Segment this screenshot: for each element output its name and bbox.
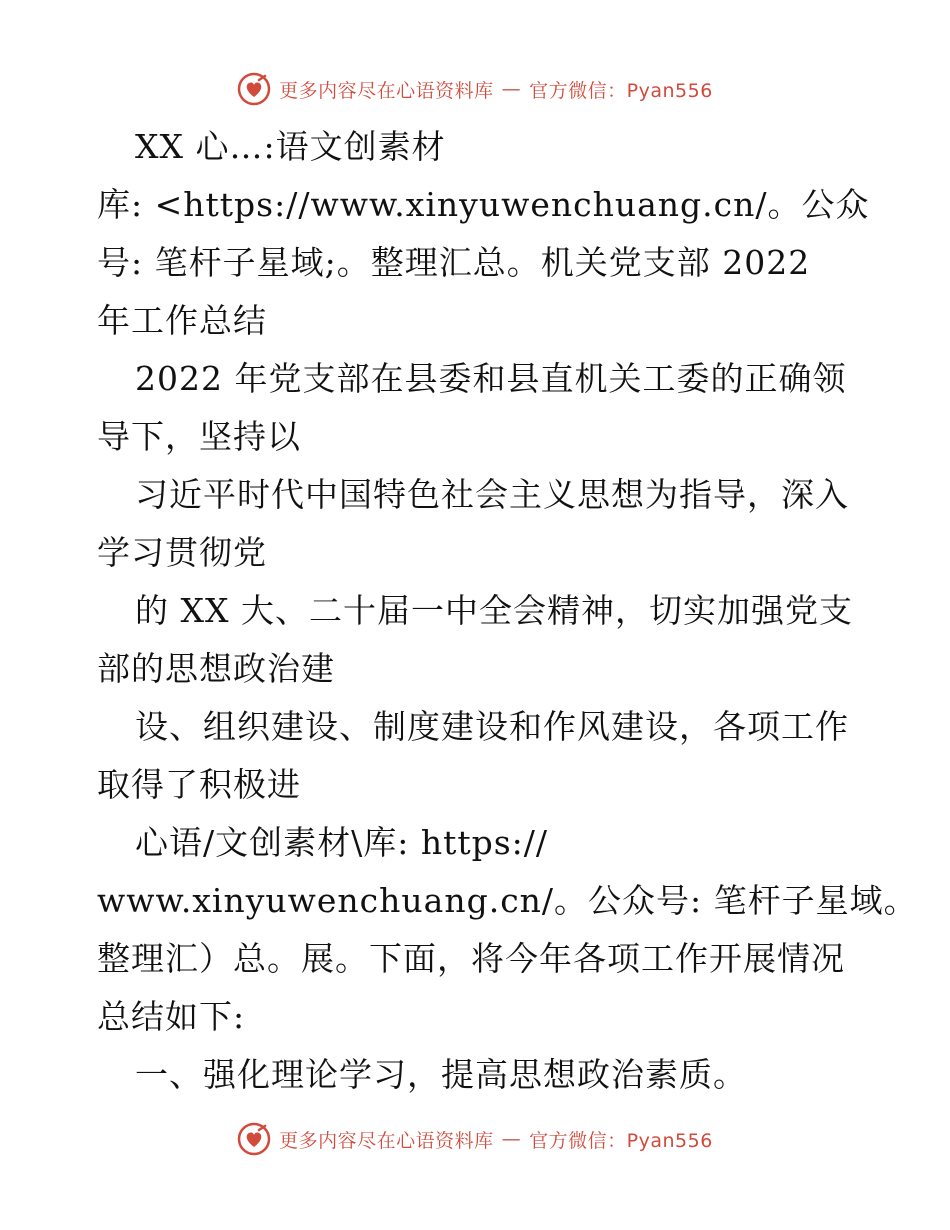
text-line: 年工作总结 — [97, 301, 267, 340]
text-line: 设、组织建设、制度建设和作风建设，各项工作 — [135, 707, 849, 746]
text-line: 号: 笔杆子星域;。整理汇总。机关党支部 2022 — [97, 243, 811, 282]
text-line: 整理汇）总。展。下面，将今年各项工作开展情况 — [97, 939, 845, 978]
text-line: XX 心…:语文创素材 — [135, 127, 446, 166]
text-line: 取得了积极进 — [97, 765, 301, 804]
watermark-wechat: 官方微信：Pyan556 — [529, 1129, 713, 1152]
document-body — [97, 118, 918, 1104]
text-line: 2022 年党支部在县委和县直机关工委的正确领 — [135, 359, 847, 398]
watermark-separator: — — [501, 78, 522, 100]
text-line: 导下，坚持以 — [97, 417, 301, 456]
watermark-wechat: 官方微信：Pyan556 — [529, 79, 713, 102]
watermark-text: 更多内容尽在心语资料库 — [279, 79, 494, 102]
text-line: 习近平时代中国特色社会主义思想为指导，深入 — [135, 475, 849, 514]
watermark-separator: — — [501, 1128, 522, 1150]
heart-pen-logo-icon — [237, 72, 271, 106]
text-line: 心语/文创素材\库: https:// — [135, 823, 549, 862]
text-line: 的 XX 大、二十届一中全会精神，切实加强党支 — [135, 591, 853, 630]
text-line: 库: <https://www.xinyuwenchuang.cn/。公众 — [97, 185, 870, 224]
text-line: www.xinyuwenchuang.cn/。公众号: 笔杆子星域。 — [97, 881, 918, 920]
watermark-banner-bottom — [0, 1122, 950, 1156]
text-line: 部的思想政治建 — [97, 649, 335, 688]
section-heading: 一、强化理论学习，提高思想政治素质。 — [135, 1055, 747, 1094]
text-line: 总结如下: — [97, 997, 246, 1036]
watermark-text: 更多内容尽在心语资料库 — [279, 1129, 494, 1152]
heart-pen-logo-icon — [237, 1122, 271, 1156]
watermark-banner-top — [0, 72, 950, 106]
text-line: 学习贯彻党 — [97, 533, 267, 572]
